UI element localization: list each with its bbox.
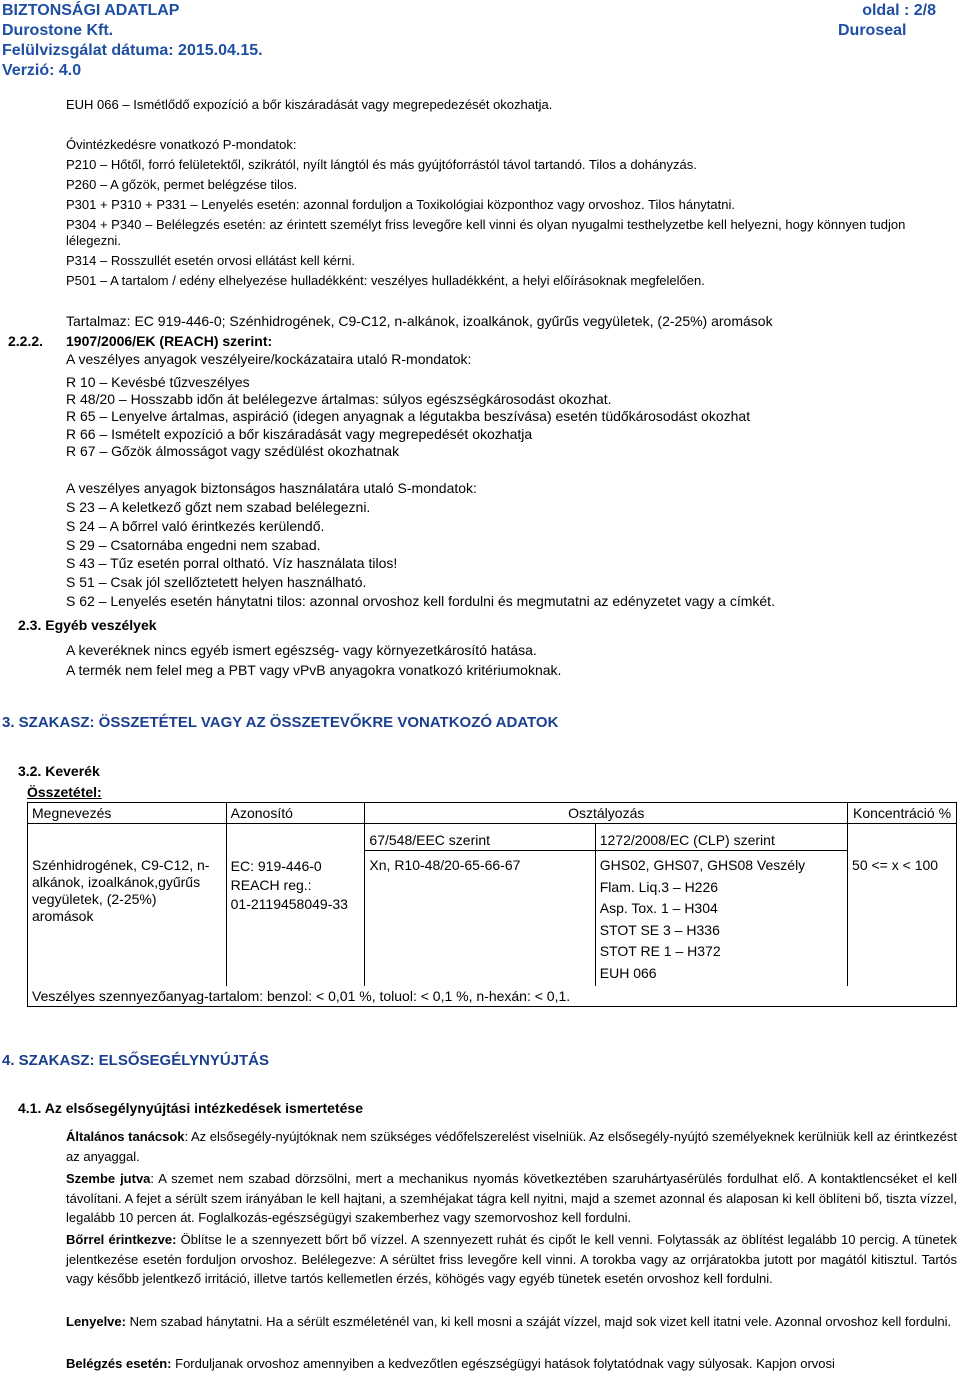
clp-line: EUH 066 [599, 964, 657, 981]
col-subheader-clp: 1272/2008/EC (CLP) szerint [595, 824, 847, 851]
composition-table [27, 802, 957, 1007]
cell-substance-name: Szénhidrogének, C9-C12, n-alkánok, izoalkánok,gyűrűs vegyületek, (2-25%) aromások [28, 851, 227, 987]
composition-label: Összetétel: [27, 784, 102, 800]
para-label: Szembe jutva [66, 1171, 151, 1186]
euh-statement: EUH 066 – Ismétlődő expozíció a bőr kiszáradását vagy megrepedezését okozhatja. [66, 97, 553, 112]
product-name: Duroseal [838, 22, 907, 39]
p-statement: P314 – Rosszullét esetén orvosi ellátást kell kérni. [66, 253, 356, 268]
clp-line: Flam. Liq.3 – H226 [599, 878, 719, 895]
company-name: Durostone Kft. [2, 22, 114, 39]
s-statement: S 51 – Csak jól szellőztetett helyen használható. [66, 574, 367, 590]
first-aid-skin [66, 1230, 957, 1289]
col-subheader-eec: 67/548/EEC szerint [365, 824, 595, 851]
table-footnote-row [28, 986, 957, 1007]
s-statement: S 24 – A bőrrel való érintkezés kerülendő. [66, 518, 325, 534]
cell-identifier [226, 851, 365, 987]
table-row [28, 851, 957, 987]
para-text: A szemet nem szabad dörzsölni, mert a mechanikus nyomás következtében szaruhártyasérülés fordulhat elő. A kontaktlencséket el kell távolítani. A fejet a sérült szem irányában le kell hajtani, a szemhéjakat tágra kell nyitni, majd a szemet azonnal és alaposan ki kell öblíteni bő, tiszta vízzel, legalább 10 percen át. Foglalkozás-egészségügyi szakemberhez vagy szemorvoshoz kell fordulni. [66, 1171, 957, 1225]
first-aid-general: Általános tanácsok: Az elsősegély-nyújtóknak nem szükséges védőfelszerelést viselniük. Az elsősegély-nyújtó személyeknek kerülniük kell az érintkezést az anyaggal. [66, 1129, 957, 1164]
version: Verzió: 4.0 [2, 62, 82, 79]
page-number: oldal : 2/8 [862, 2, 936, 19]
cell-clp-classification [595, 851, 847, 987]
s-heading: A veszélyes anyagok biztonságos használatára utaló S-mondatok: [66, 480, 477, 496]
para-text: Öblítse le a szennyezett bőrt bő vízzel. A szennyezett ruhát és cipőt le kell venni. Folytassák az öblítést legalább 10 percig. A tünetek jelentkezése esetén forduljon orvoshoz. Belélegezve: A sérültet friss levegőre kell vinni. A torokba vagy az orrjáratokba jutott por magától kitisztul. Tartós vagy később jelentkező irritáció, illetve tartós kellemetlen érzés, köhögés vagy egyéb tünetek esetén orvoshoz kell fordulni. [66, 1232, 957, 1286]
para-text: Nem szabad hánytatni. Ha a sérült eszméleténél van, ki kell mosni a száját vízzel, majd sok vizet kell itatni vele. Azonnal orvoshoz kell fordulni. [129, 1314, 952, 1329]
other-hazards-line: A termék nem felel meg a PBT vagy vPvB anyagokra vonatkozó kritériumoknak. [66, 662, 562, 678]
r-heading: A veszélyes anyagok veszélyeire/kockázataira utaló R-mondatok: [66, 351, 472, 367]
section-3-title: 3. SZAKASZ: ÖSSZETÉTEL VAGY AZ ÖSSZETEVŐKRE VONATKOZÓ ADATOK [2, 714, 559, 731]
r-statement: R 67 – Gőzök álmosságot vagy szédülést okozhatnak [66, 443, 400, 459]
other-hazards-title: 2.3. Egyéb veszélyek [18, 617, 157, 633]
p-heading: Óvintézkedésre vonatkozó P-mondatok: [66, 137, 297, 152]
r-statement: R 10 – Kevésbé tűzveszélyes [66, 374, 250, 390]
contains-statement: Tartalmaz: EC 919-446-0; Szénhidrogének, C9-C12, n-alkánok, izoalkánok, gyűrűs vegyületek, (2-25%) aromások [66, 313, 773, 329]
first-aid-inhalation [66, 1354, 957, 1374]
first-aid-eyes: Szembe jutva: A szemet nem szabad dörzsölni, mert a mechanikus nyomás következtében szaruhártyasérülés fordulhat elő. A kontaktlencséket el kell távolítani. A fejet a sérült szem irányában le kell hajtani, a szemhéjakat tágra kell nyitni, majd a szemet azonnal és alaposan ki kell öblíteni bő, tiszta vízzel, legalább 10 percen át. Foglalkozás-egészségügyi szakemberhez vagy szemorvoshoz kell fordulni. [66, 1171, 957, 1225]
s-statement: S 29 – Csatornába engedni nem szabad. [66, 537, 321, 553]
col-header-classification: Osztályozás [365, 803, 848, 824]
doc-type-title: BIZTONSÁGI ADATLAP [2, 2, 180, 19]
p-statement: P301 + P310 + P331 – Lenyelés esetén: azonnal forduljon a Toxikológiai központhoz vagy orvoshoz. Tilos hánytatni. [66, 197, 735, 212]
identifier-line: EC: 919-446-0 [230, 857, 322, 874]
col-header-id: Azonosító [226, 803, 365, 824]
table-header-row [28, 803, 957, 824]
para-label: Lenyelve: [66, 1314, 126, 1329]
identifier-line: REACH reg.: [230, 876, 312, 893]
section-4-1-title: 4.1. Az elsősegélynyújtási intézkedések ismertetése [18, 1100, 363, 1116]
s-statement: S 43 – Tűz esetén porral oltható. Víz használata tilos! [66, 555, 398, 571]
para-label: Általános tanácsok [66, 1129, 185, 1144]
para-text: Az elsősegély-nyújtóknak nem szükséges védőfelszerelést viselniük. Az elsősegély-nyújtó személyeknek kerülniük kell az érintkezést az anyaggal. [66, 1129, 957, 1164]
p-statement: P210 – Hőtől, forró felületektől, szikrától, nyílt lángtól és más gyújtóforrástól távol tartandó. Tilos a dohányzás. [66, 157, 697, 172]
cell-eec-classification: Xn, R10-48/20-65-66-67 [365, 851, 595, 987]
clp-line: Asp. Tox. 1 – H304 [599, 900, 718, 916]
reach-title: 1907/2006/EK (REACH) szerint: [66, 333, 273, 349]
s-statement: S 62 – Lenyelés esetén hánytatni tilos: azonnal orvoshoz kell fordulni és megmutatni az edényzetet vagy a címkét. [66, 593, 775, 609]
para-label: Belégzés esetén: [66, 1356, 172, 1371]
table-subheader-row [28, 824, 957, 851]
p-statement: P260 – A gőzök, permet belégzése tilos. [66, 177, 298, 192]
cell-concentration: 50 <= x < 100 [848, 851, 957, 987]
r-statement: R 65 – Lenyelve ártalmas, aspiráció (idegen anyagnak a légutakba beszívása) esetén tüdőkárosodást okozhat [66, 408, 751, 424]
col-header-name: Megnevezés [28, 803, 227, 824]
r-statement: R 48/20 – Hosszabb időn át belélegezve ártalmas: súlyos egészségkárosodást okozhat. [66, 391, 612, 407]
revision-date: Felülvizsgálat dátuma: 2015.04.15. [2, 42, 263, 59]
p-statement: P501 – A tartalom / edény elhelyezése hulladékként: veszélyes hulladékként, a helyi előírásoknak megfelelően. [66, 273, 705, 288]
identifier-line: 01-2119458049-33 [230, 895, 348, 912]
para-text: Forduljanak orvoshoz amennyiben a kedvezőtlen egészségügyi hatások folytatódnak vagy súlyosak. Kapjon orvosi [175, 1356, 835, 1371]
clp-line: STOT SE 3 – H336 [599, 921, 720, 938]
clp-line: GHS02, GHS07, GHS08 Veszély [599, 857, 806, 873]
r-statement: R 66 – Ismételt expozíció a bőr kiszáradását vagy megrepedését okozhatja [66, 426, 533, 442]
section-4-title: 4. SZAKASZ: ELSŐSEGÉLYNYÚJTÁS [2, 1052, 269, 1069]
s-statement: S 23 – A keletkező gőzt nem szabad belélegezni. [66, 499, 371, 515]
p-statement: P304 + P340 – Belélegzés esetén: az érintett személyt friss levegőre kell vinni és olyan nyugalmi testhelyzetbe kell helyezni, hogy könnyen tudjon lélegezni. [66, 217, 906, 248]
reach-number: 2.2.2. [8, 333, 44, 349]
para-label: Bőrrel érintkezve: [66, 1232, 177, 1247]
impurity-footnote: Veszélyes szennyezőanyag-tartalom: benzol: < 0,01 %, toluol: < 0,1 %, n-hexán: < 0,1. [28, 986, 957, 1007]
first-aid-ingestion [66, 1312, 957, 1332]
other-hazards-line: A keveréknek nincs egyéb ismert egészség- vagy környezetkárosító hatása. [66, 642, 537, 658]
clp-line: STOT RE 1 – H372 [599, 943, 721, 959]
col-header-concentration: Koncentráció % [848, 803, 957, 824]
section-3-2-title: 3.2. Keverék [18, 763, 100, 779]
